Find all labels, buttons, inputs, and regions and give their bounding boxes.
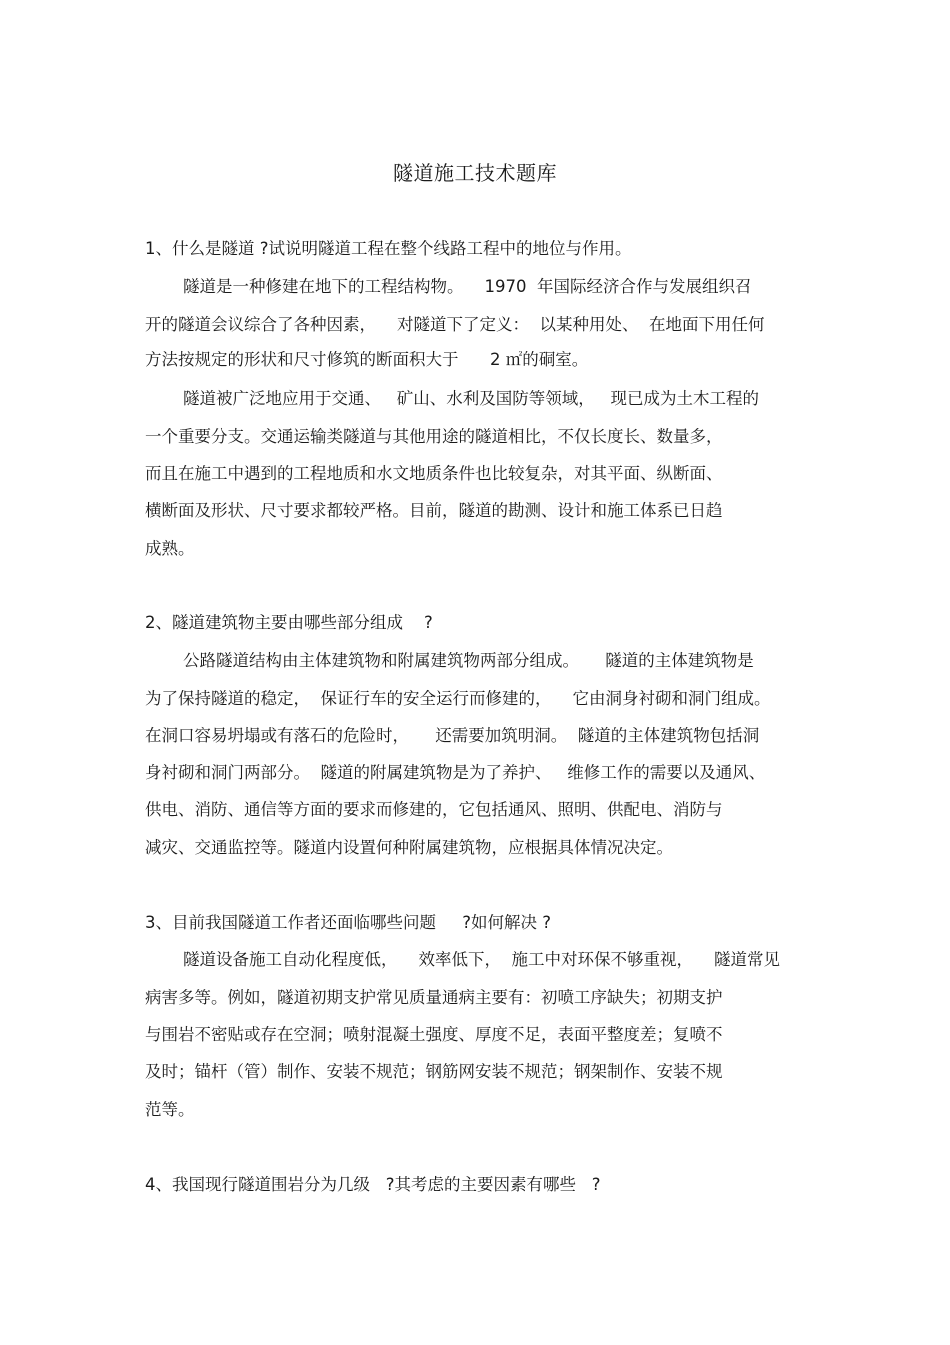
answer-1-line-7: 横断面及形状、尺寸要求都较严格。目前，隧道的勘测、设计和施工体系已日趋 xyxy=(145,501,723,520)
question-3: 3、目前我国隧道工作者还面临哪些问题 ?如何解决 ? xyxy=(145,913,551,932)
answer-1-line-3: 方法按规定的形状和尺寸修筑的断面积大于 2 ㎡的硐室。 xyxy=(145,350,589,369)
answer-3-line-1: 隧道设备施工自动化程度低， 效率低下， 施工中对环保不够重视， 隧道常见 xyxy=(183,950,780,969)
answer-1-line-6: 而且在施工中遇到的工程地质和水文地质条件也比较复杂，对其平面、纵断面、 xyxy=(145,464,723,483)
answer-3-line-2: 病害多等。例如，隧道初期支护常见质量通病主要有：初喷工序缺失；初期支护 xyxy=(145,988,723,1007)
answer-2-line-3: 在洞口容易坍塌或有落石的危险时， 还需要加筑明洞。 隧道的主体建筑物包括洞 xyxy=(145,726,760,745)
answer-2-line-6: 减灾、交通监控等。隧道内设置何种附属建筑物，应根据具体情况决定。 xyxy=(145,838,673,857)
answer-1-line-4: 隧道被广泛地应用于交通、 矿山、水利及国防等领域， 现已成为土木工程的 xyxy=(183,389,759,408)
answer-1-line-5: 一个重要分支。交通运输类隧道与其他用途的隧道相比，不仅长度长、数量多， xyxy=(145,427,723,446)
answer-2-line-5: 供电、消防、通信等方面的要求而修建的，它包括通风、照明、供配电、消防与 xyxy=(145,800,723,819)
answer-3-line-5: 范等。 xyxy=(145,1100,195,1119)
answer-3-line-4: 及时；锚杆（管）制作、安装不规范；钢筋网安装不规范；钢架制作、安装不规 xyxy=(145,1062,723,1081)
question-4: 4、我国现行隧道围岩分为几级 ?其考虑的主要因素有哪些 ? xyxy=(145,1175,601,1194)
answer-1-line-8: 成熟。 xyxy=(145,539,195,558)
question-1: 1、什么是隧道 ?试说明隧道工程在整个线路工程中的地位与作用。 xyxy=(145,239,632,258)
question-2: 2、隧道建筑物主要由哪些部分组成 ? xyxy=(145,613,433,632)
answer-1-line-2: 开的隧道会议综合了各种因素， 对隧道下了定义： 以某种用处、 在地面下用任何 xyxy=(145,315,765,334)
answer-3-line-3: 与围岩不密贴或存在空洞；喷射混凝土强度、厚度不足，表面平整度差；复喷不 xyxy=(145,1025,723,1044)
answer-2-line-2: 为了保持隧道的稳定， 保证行车的安全运行而修建的， 它由洞身衬砌和洞门组成。 xyxy=(145,689,771,708)
answer-2-line-1: 公路隧道结构由主体建筑物和附属建筑物两部分组成。 隧道的主体建筑物是 xyxy=(183,651,754,670)
answer-2-line-4: 身衬砌和洞门两部分。 隧道的附属建筑物是为了养护、 维修工作的需要以及通风、 xyxy=(145,763,766,782)
document-title: 隧道施工技术题库 xyxy=(393,161,557,185)
answer-1-line-1: 隧道是一种修建在地下的工程结构物。 1970 年国际经济合作与发展组织召 xyxy=(183,277,752,296)
